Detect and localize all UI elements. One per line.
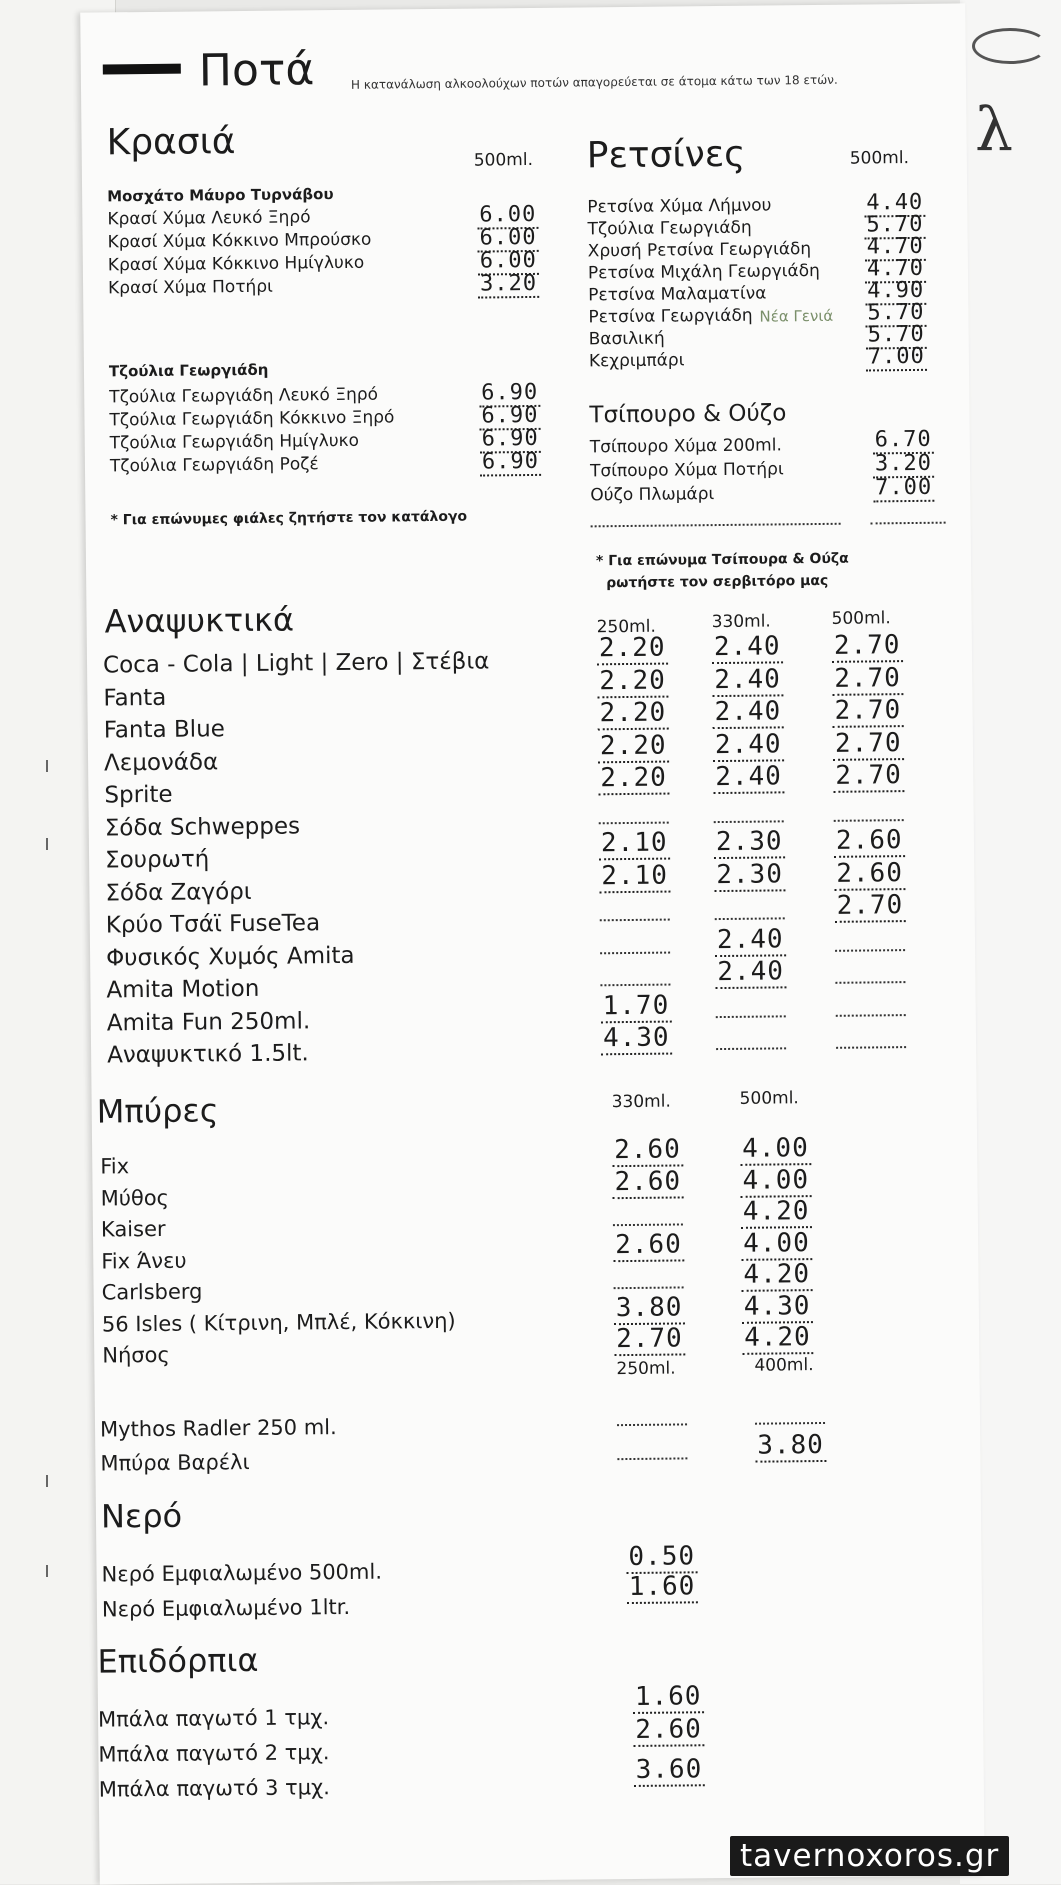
menu-item-price: 2.40 <box>715 924 786 957</box>
menu-item-price: 2.40 <box>715 956 786 989</box>
menu-item-price: 6.00 <box>477 202 538 230</box>
menu-item-price: 5.70 <box>866 322 927 350</box>
softdrinks-size: 250ml. <box>596 616 656 638</box>
menu-item-name: Νερό Εμφιαλωμένο 1ltr. <box>101 1594 351 1622</box>
empty-price-dots <box>835 947 905 952</box>
menu-item-price: 4.20 <box>741 1196 812 1229</box>
menu-item-name: Amita Motion <box>106 975 260 1004</box>
beers-size: 330ml. <box>611 1091 671 1113</box>
menu-item-name: Σουρωτή <box>104 846 210 874</box>
menu-item-price: 4.20 <box>741 1259 812 1292</box>
menu-item-name: Τζούλια Γεωργιάδη Ημίγλυκο <box>109 430 360 454</box>
menu-item-name: Μύθος <box>100 1185 170 1211</box>
wines-note: * Για επώνυμες φιάλες ζητήστε τον κατάλογο <box>110 508 468 529</box>
menu-item-price: 5.70 <box>864 212 925 240</box>
menu-item-price: 2.20 <box>598 730 669 763</box>
menu-item-price: 2.70 <box>832 695 903 728</box>
menu-item-name: Χρυσή Ρετσίνα Γεωργιάδη <box>587 239 812 262</box>
menu-item-price: 2.40 <box>712 631 783 664</box>
menu-item-price: 4.00 <box>740 1133 811 1166</box>
lambda-ornament-icon: λ <box>975 95 1014 165</box>
menu-item-price: 7.00 <box>873 475 934 503</box>
menu-item-name: Νερό Εμφιαλωμένο 500ml. <box>101 1559 383 1587</box>
menu-item-name: Τσίπουρο Χύμα Ποτήρι <box>589 459 784 482</box>
menu-item-name: Ρετσίνα Μαλαματίνα <box>588 283 767 306</box>
menu-item-price: 2.20 <box>598 763 669 796</box>
menu-item-price: 2.40 <box>713 761 784 794</box>
menu-item-price: 2.70 <box>833 728 904 761</box>
menu-item-name: Τζούλια Γεωργιάδη Λευκό Ξηρό <box>109 384 379 408</box>
menu-item-price: 2.70 <box>834 890 905 923</box>
menu-item-name: Mythos Radler 250 ml. <box>99 1415 337 1442</box>
empty-price-dots <box>617 1421 687 1426</box>
menu-item-price: 3.80 <box>755 1430 826 1463</box>
menu-item-price: 5.70 <box>865 300 926 328</box>
menu-item-price: 4.00 <box>740 1165 811 1198</box>
beers-title: Μπύρες <box>96 1091 219 1131</box>
beers-size: 500ml. <box>739 1088 799 1109</box>
empty-price-dots <box>613 1221 683 1226</box>
softdrinks-title: Αναψυκτικά <box>104 600 295 641</box>
menu-item-price: 2.70 <box>833 760 904 793</box>
empty-price-dots <box>836 1044 906 1049</box>
menu-item-name: Τζούλια Γεωργιάδη Ροζέ <box>109 454 319 477</box>
empty-price-dots <box>755 1420 825 1425</box>
menu-item-price: 4.70 <box>865 256 926 284</box>
menu-item-name: Sprite <box>104 781 173 809</box>
swirl-ornament-icon <box>972 28 1048 64</box>
menu-item-price: 2.20 <box>597 633 668 666</box>
menu-item-name: Σόδα Schweppes <box>104 812 301 841</box>
tsipouro-dotted-line <box>591 523 841 528</box>
menu-item-price: 2.20 <box>597 665 668 698</box>
menu-item-name: Τζούλια Γεωργιάδη <box>587 217 752 240</box>
empty-price-dots <box>716 1045 786 1050</box>
page-title: Ποτά <box>198 44 315 97</box>
menu-item-price: 6.90 <box>479 380 540 408</box>
menu-item-name: Coca - Cola | Light | Zero | Στέβια <box>102 648 490 679</box>
wines-group2-heading: Τζούλια Γεωργιάδη <box>108 360 269 381</box>
menu-item-price: 2.40 <box>712 696 783 729</box>
menu-item-price: 1.70 <box>600 990 671 1023</box>
binding-hole <box>46 838 58 850</box>
menu-item-price: 6.00 <box>477 225 538 253</box>
menu-item-price: 6.90 <box>480 449 541 477</box>
menu-item-name: Λεμονάδα <box>103 748 219 776</box>
menu-item-price: 2.40 <box>713 729 784 762</box>
menu-item-name: Κρασί Χύμα Κόκκινο Μπρούσκο <box>107 229 372 253</box>
menu-item-price: 6.90 <box>479 403 540 431</box>
menu-item-name: Νήσος <box>102 1342 170 1368</box>
menu-page <box>80 3 985 1884</box>
tsipouro-dotted-line <box>871 522 946 525</box>
menu-item-price: 4.90 <box>865 278 926 306</box>
binding-hole <box>46 1475 58 1487</box>
menu-item-name: Κρύο Τσάϊ FuseTea <box>105 910 321 939</box>
empty-price-dots <box>600 949 670 954</box>
empty-price-dots <box>614 1284 684 1289</box>
menu-item-price: 2.10 <box>599 828 670 861</box>
empty-price-dots <box>599 819 669 824</box>
menu-item-price: 1.60 <box>627 1571 698 1604</box>
menu-item-price: 4.70 <box>865 234 926 262</box>
menu-item-name: Fix Άνευ <box>101 1248 187 1274</box>
menu-item-price: 7.00 <box>866 344 927 372</box>
menu-item-price: 2.60 <box>613 1229 684 1262</box>
site-watermark: tavernoxoros.gr <box>730 1836 1009 1876</box>
menu-item-price: 4.00 <box>741 1228 812 1261</box>
menu-item-price: 2.10 <box>599 860 670 893</box>
menu-item-name: Ούζο Πλωμάρι <box>590 484 715 506</box>
menu-item-name: Carlsberg <box>101 1279 203 1305</box>
menu-item-name: Βασιλική <box>588 328 665 350</box>
menu-item-price: 2.30 <box>714 859 785 892</box>
empty-price-dots <box>836 1012 906 1017</box>
menu-item-price: 2.60 <box>834 858 905 891</box>
empty-price-dots <box>834 817 904 822</box>
menu-item-name: Kaiser <box>100 1216 166 1242</box>
menu-item-price: 6.00 <box>478 248 539 276</box>
new-generation-tag: Νέα Γενιά <box>759 306 834 326</box>
menu-item-name: Ρετσίνα Γεωργιάδη <box>588 305 753 328</box>
menu-item-price: 3.80 <box>614 1292 685 1325</box>
menu-item-price: 6.90 <box>480 426 541 454</box>
menu-item-price: 2.70 <box>832 663 903 696</box>
menu-item-name: Μπάλα παγωτό 2 τμχ. <box>98 1740 330 1767</box>
menu-item-price: 2.70 <box>614 1323 685 1356</box>
empty-price-dots <box>600 917 670 922</box>
empty-price-dots <box>716 1013 786 1018</box>
water-title: Νερό <box>100 1496 183 1536</box>
beers-size: 250ml. <box>616 1358 676 1380</box>
softdrinks-size: 330ml. <box>711 611 771 633</box>
retsina-title: Ρετσίνες <box>586 133 746 177</box>
menu-item-name: Fanta Blue <box>103 716 225 744</box>
menu-item-price: 2.30 <box>714 826 785 859</box>
menu-item-price: 2.70 <box>832 630 903 663</box>
menu-item-price: 2.60 <box>633 1714 704 1747</box>
menu-item-name: Κρασί Χύμα Ποτήρι <box>108 276 273 299</box>
menu-item-price: 0.50 <box>626 1541 697 1574</box>
wines-title: Κρασιά <box>106 121 236 164</box>
menu-item-name: Τσίπουρο Χύμα 200ml. <box>589 435 782 458</box>
menu-item-name: Fix <box>100 1154 130 1179</box>
empty-price-dots <box>600 982 670 987</box>
menu-item-price: 2.60 <box>612 1166 683 1199</box>
menu-item-name: Τζούλια Γεωργιάδη Κόκκινο Ξηρό <box>109 407 395 431</box>
wines-group1-heading: Μοσχάτο Μάυρο Τυρνάβου <box>107 185 334 206</box>
menu-item-name: Κρασί Χύμα Κόκκινο Ημίγλυκο <box>107 252 365 276</box>
retsina-size: 500ml. <box>849 148 910 169</box>
tsipouro-note: ρωτήστε τον σερβιτόρο μας <box>606 572 829 592</box>
menu-item-name: Μπάλα παγωτό 3 τμχ. <box>98 1775 331 1802</box>
menu-item-price: 2.60 <box>612 1134 683 1167</box>
menu-item-price: 2.20 <box>597 698 668 731</box>
tsipouro-title: Τσίπουρο & Ούζο <box>589 400 787 429</box>
menu-item-price: 3.20 <box>478 271 539 299</box>
menu-item-name: Fanta <box>103 684 167 711</box>
menu-item-name: Σόδα Ζαγόρι <box>105 878 252 906</box>
menu-item-price: 4.20 <box>742 1322 813 1355</box>
menu-item-name: Μπάλα παγωτό 1 τμχ. <box>97 1705 330 1732</box>
menu-item-name: Αναψυκτικό 1.5lt. <box>107 1040 309 1069</box>
title-bar-decoration <box>103 64 181 75</box>
menu-item-price: 4.40 <box>864 190 925 218</box>
desserts-title: Επιδόρπια <box>97 1640 259 1681</box>
menu-item-price: 2.40 <box>712 664 783 697</box>
menu-item-name: Amita Fun 250ml. <box>106 1007 311 1036</box>
menu-item-name: Μπύρα Βαρέλι <box>100 1449 250 1476</box>
menu-item-price: 4.30 <box>742 1291 813 1324</box>
wines-size: 500ml. <box>473 149 534 171</box>
menu-item-price: 1.60 <box>633 1681 704 1714</box>
beers-size: 400ml. <box>754 1355 814 1376</box>
empty-price-dots <box>617 1455 687 1460</box>
tsipouro-note: * Για επώνυμα Τσίπουρα & Ούζα <box>595 550 849 570</box>
menu-item-name: Κρασί Χύμα Λευκό Ξηρό <box>107 207 311 230</box>
menu-item-price: 4.30 <box>601 1023 672 1056</box>
menu-item-name: Ρετσίνα Χύμα Λήμνου <box>587 195 772 218</box>
menu-item-name: Κεχριμπάρι <box>588 350 685 372</box>
menu-item-name: Ρετσίνα Μιχάλη Γεωργιάδη <box>587 260 820 284</box>
age-notice: Η κατανάλωση αλκοολούχων ποτών απαγορεύεται σε άτομα κάτω των 18 ετών. <box>350 72 838 92</box>
empty-price-dots <box>715 915 785 920</box>
menu-item-price: 2.60 <box>834 825 905 858</box>
menu-item-price: 3.20 <box>873 451 934 479</box>
menu-item-price: 3.60 <box>633 1754 704 1787</box>
binding-hole <box>46 1565 58 1577</box>
empty-price-dots <box>835 979 905 984</box>
binding-hole <box>46 760 58 772</box>
menu-item-name: Φυσικός Χυμός Amita <box>105 942 355 971</box>
menu-item-price: 6.70 <box>873 427 934 455</box>
menu-item-name: 56 Isles ( Κίτρινη, Μπλέ, Κόκκινη) <box>101 1308 456 1337</box>
empty-price-dots <box>714 818 784 823</box>
softdrinks-size: 500ml. <box>831 608 891 629</box>
